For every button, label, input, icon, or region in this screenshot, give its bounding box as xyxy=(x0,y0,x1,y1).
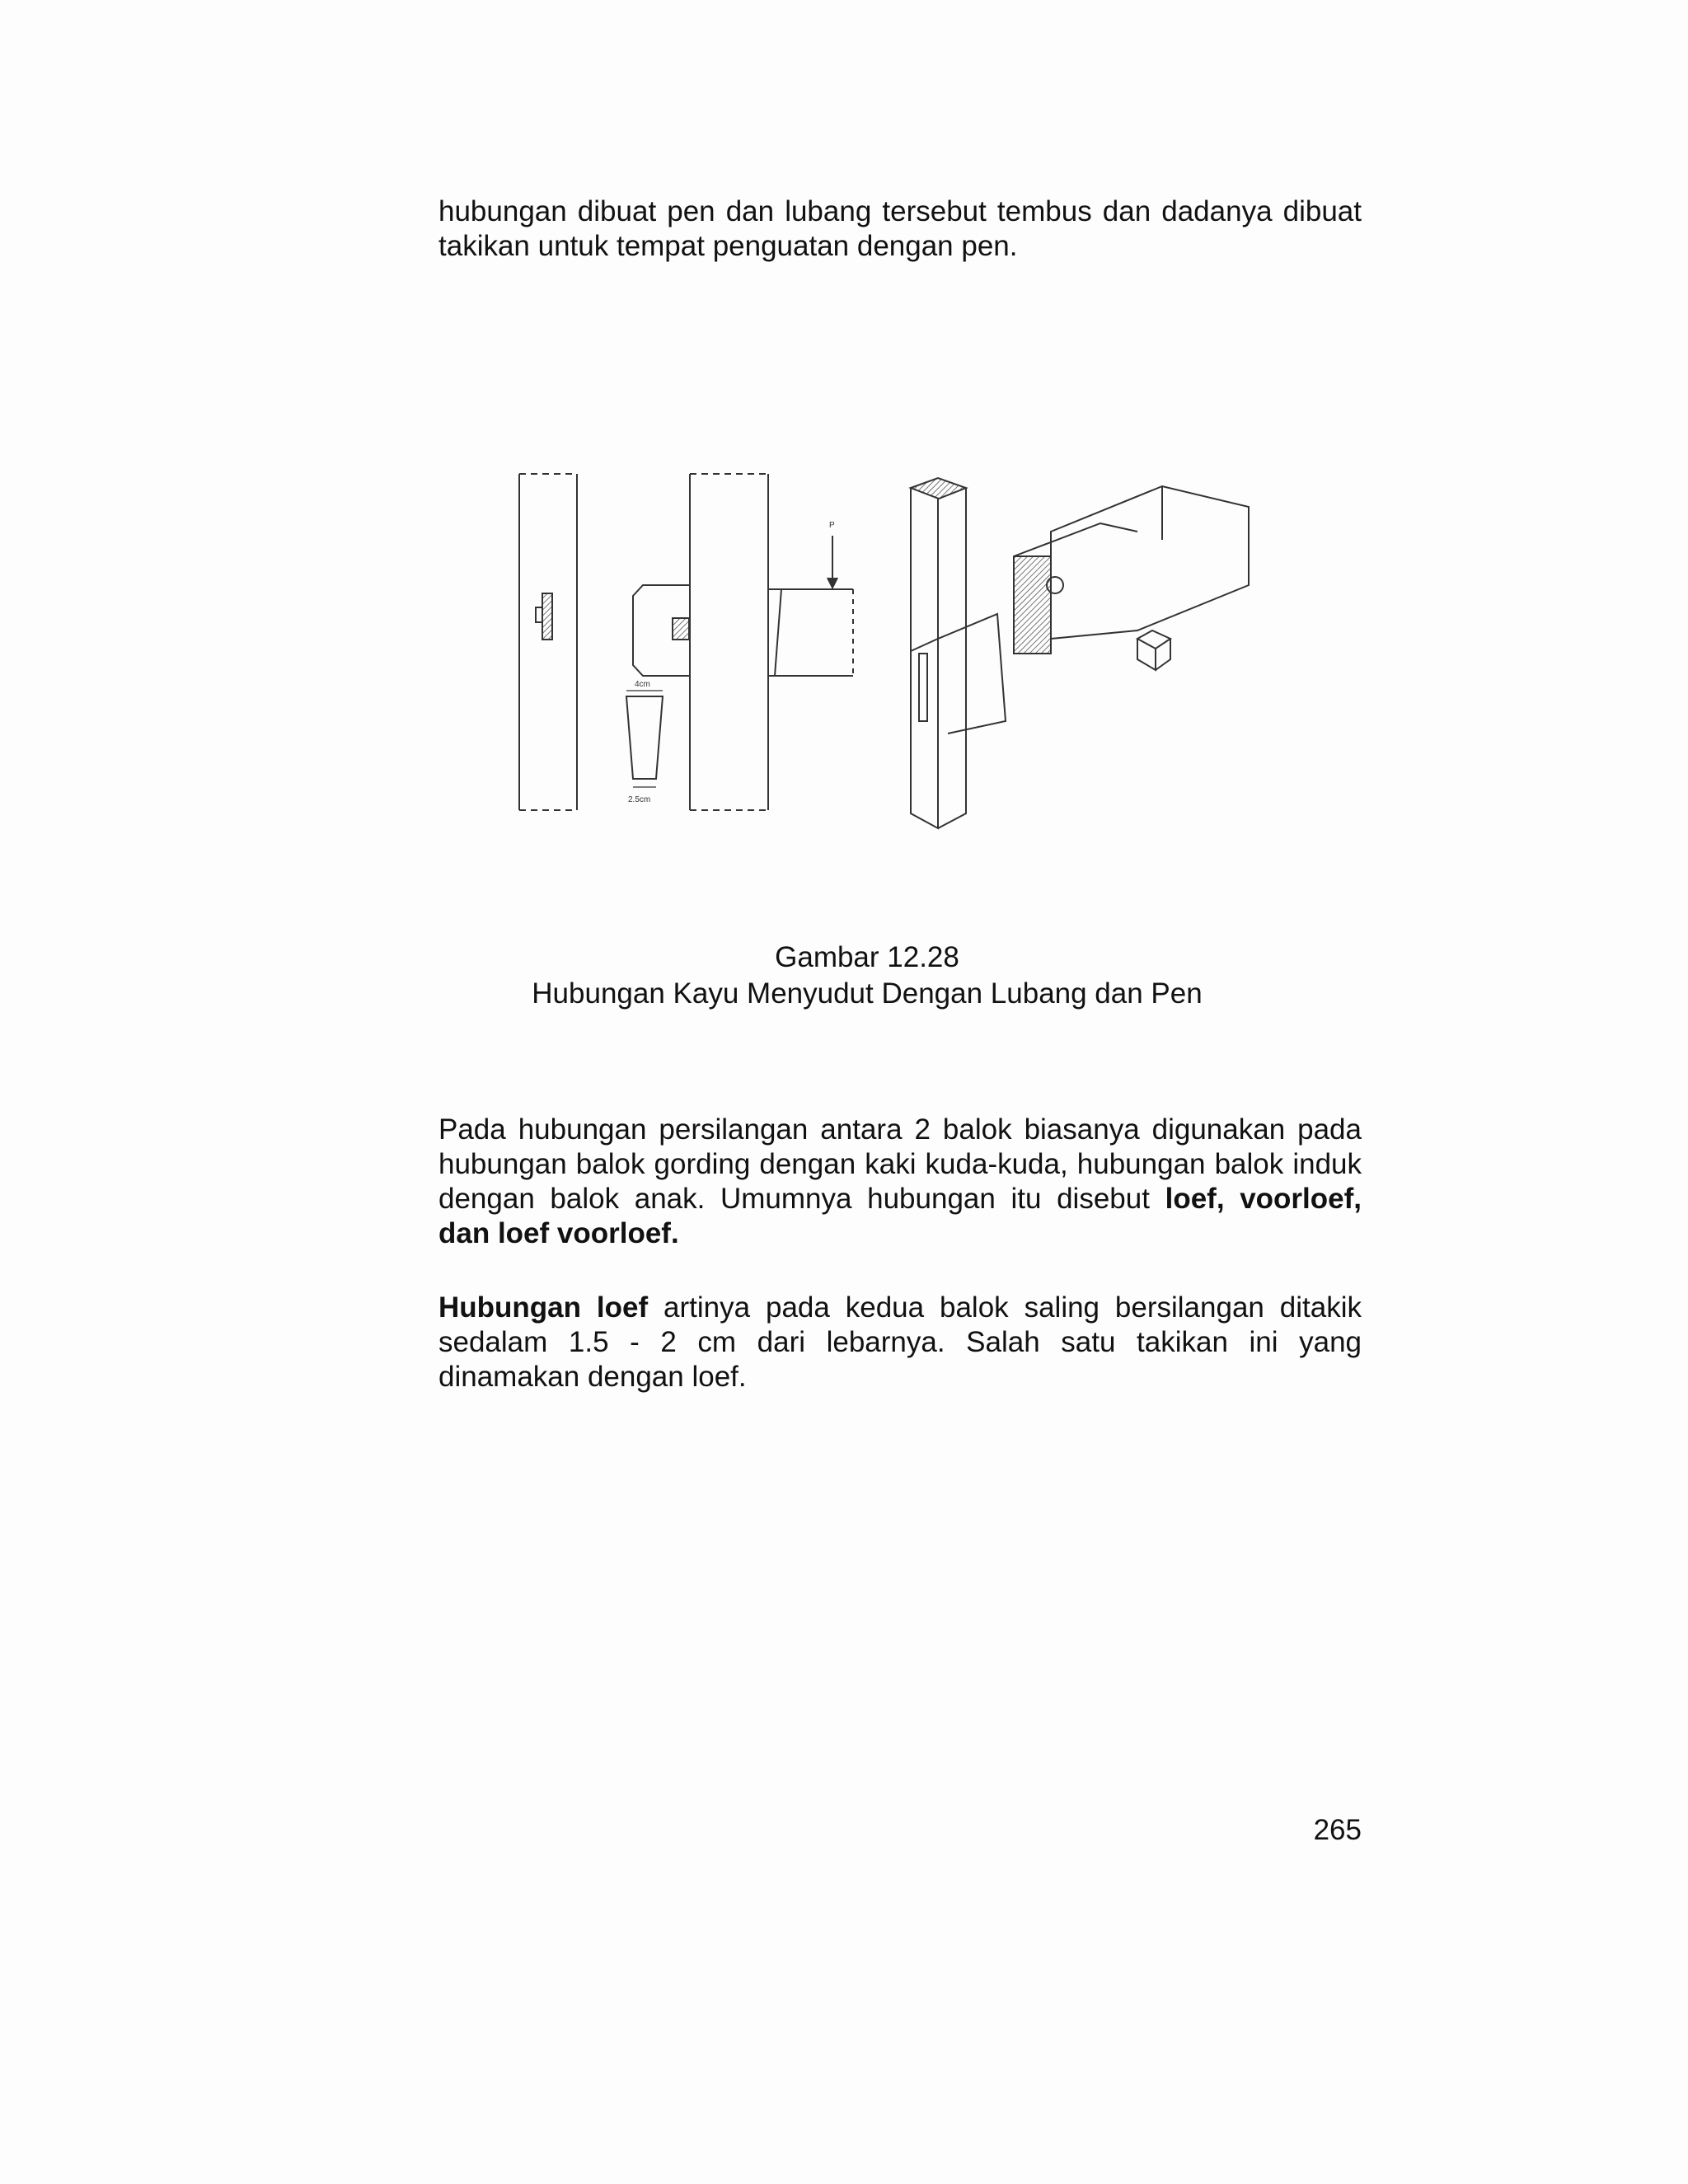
paragraph-3 xyxy=(438,1291,1362,1394)
label-top-width: 4cm xyxy=(635,680,650,689)
paragraph-3-text: artinya pada kedua balok saling bersilangan ditakik sedalam 1.5 - 2 cm dari lebarnya. Salah satu takikan ini yang dinamakan dengan loef. xyxy=(438,1291,1362,1393)
label-bottom-width: 2.5cm xyxy=(628,795,651,804)
post-elevation-middle xyxy=(633,474,853,810)
intro-paragraph: hubungan dibuat pen dan lubang tersebut tembus dan dadanya dibuat takikan untuk tempat penguatan dengan pen. xyxy=(438,195,1362,262)
label-load: P xyxy=(829,521,835,530)
post-elevation-left xyxy=(519,474,577,810)
isometric-beam xyxy=(1014,486,1249,670)
paragraph-2-text: Pada hubungan persilangan antara 2 balok biasanya digunakan pada hubungan balok gording dengan kaki kuda-kuda, hubungan balok induk dengan balok anak. Umumnya hubungan itu disebut xyxy=(438,1113,1362,1215)
paragraph-2-bold-terms: loef, voorloef, dan loef voorloef. xyxy=(438,1183,1362,1249)
isometric-post xyxy=(911,478,1006,828)
figure-number: Gambar 12.28 xyxy=(775,941,959,973)
paragraph-3-bold-lead: Hubungan loef xyxy=(438,1291,649,1324)
joint-illustration xyxy=(486,433,1294,882)
paragraph-2 xyxy=(438,1113,1362,1251)
page-number: 265 xyxy=(1313,1814,1362,1846)
figure-title: Hubungan Kayu Menyudut Dengan Lubang dan Pen xyxy=(532,977,1203,1010)
wedge-pin xyxy=(626,691,663,787)
